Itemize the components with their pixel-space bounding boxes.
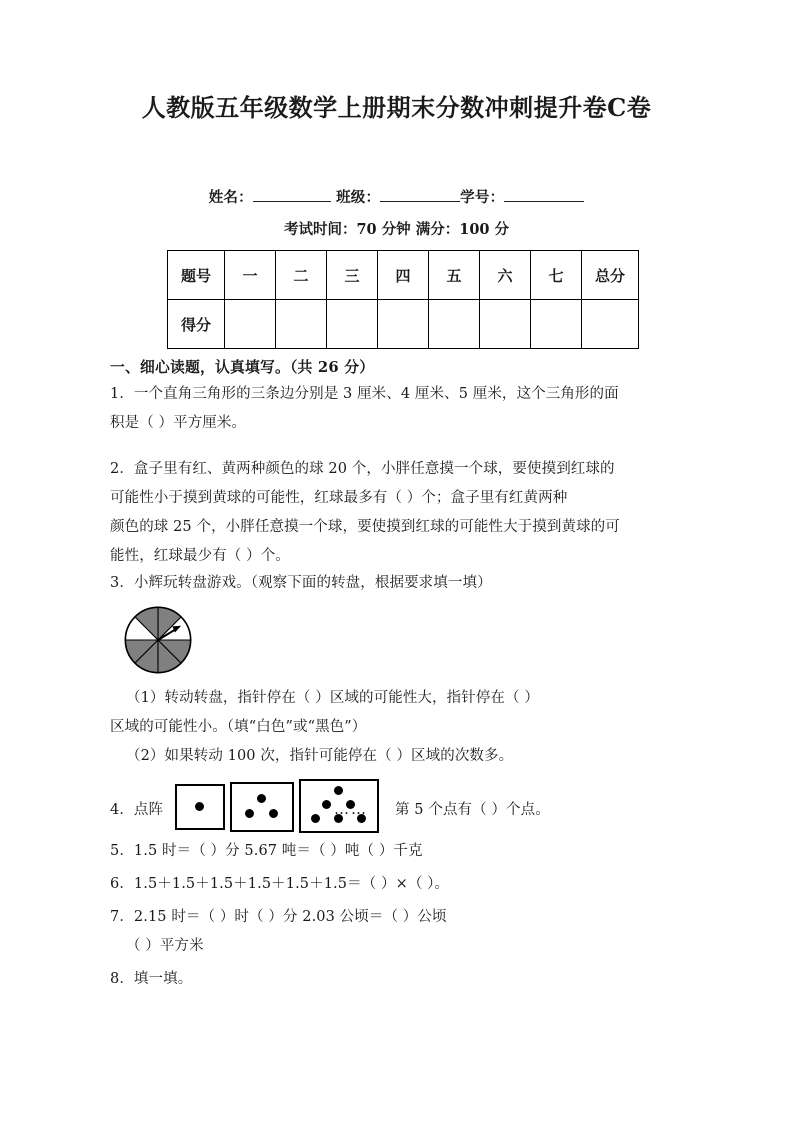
row-label-question-number: 题号 — [168, 251, 225, 300]
dot — [334, 786, 343, 795]
student-info-line — [0, 186, 793, 207]
section-heading-1: 一、细心读题，认真填写。（共 26 分） — [110, 359, 375, 376]
score-table — [167, 250, 639, 349]
score-cell-5[interactable] — [429, 300, 480, 349]
name-blank[interactable] — [253, 189, 331, 202]
question-3-sub-1-line-1: （1）转动转盘，指针停在（ ）区域的可能性大，指针停在（ ） — [126, 690, 539, 706]
col-head-3: 三 — [327, 251, 378, 300]
dot — [322, 800, 331, 809]
score-cell-6[interactable] — [480, 300, 531, 349]
question-7-line-1: 7．2.15 时＝（ ）时（ ）分 2.03 公顷＝（ ）公顷 — [110, 909, 447, 925]
score-table-wrapper — [167, 250, 639, 349]
name-label: 姓名： — [208, 189, 253, 206]
dot — [245, 809, 254, 818]
question-4-suffix: 第 5 个点有（ ）个点。 — [395, 802, 550, 818]
question-4-ellipsis: …… — [334, 800, 368, 818]
col-head-1: 一 — [225, 251, 276, 300]
id-label: 学号： — [460, 189, 505, 206]
table-row-header — [168, 251, 639, 300]
table-row-score — [168, 300, 639, 349]
dot-pattern-box-1 — [175, 784, 225, 830]
question-8-line-1: 8．填一填。 — [110, 971, 193, 987]
col-head-total: 总分 — [582, 251, 639, 300]
page-title: 人教版五年级数学上册期末分数冲刺提升卷C卷 — [141, 93, 652, 122]
question-2-line-1: 2．盒子里有红、黄两种颜色的球 20 个，小胖任意摸一个球，要使摸到红球的 — [110, 461, 615, 477]
question-2-line-3: 颜色的球 25 个，小胖任意摸一个球，要使摸到红球的可能性大于摸到黄球的可 — [110, 519, 620, 535]
question-7-line-2: （ ）平方米 — [126, 938, 204, 954]
question-5-line-1: 5．1.5 时＝（ ）分 5.67 吨＝（ ）吨（ ）千克 — [110, 843, 423, 859]
id-blank[interactable] — [504, 189, 584, 202]
score-cell-3[interactable] — [327, 300, 378, 349]
row-label-score: 得分 — [168, 300, 225, 349]
class-blank[interactable] — [380, 189, 460, 202]
dot — [311, 814, 320, 823]
question-3-line-1: 3．小辉玩转盘游戏。（观察下面的转盘，根据要求填一填） — [110, 575, 492, 591]
spinner-wheel-figure — [124, 606, 192, 674]
question-4-prefix: 4．点阵 — [110, 802, 164, 818]
dot — [269, 809, 278, 818]
class-label: 班级： — [336, 189, 381, 206]
score-cell-total[interactable] — [582, 300, 639, 349]
dot — [195, 802, 204, 811]
question-1-line-2: 积是（ ）平方厘米。 — [110, 415, 247, 431]
col-head-4: 四 — [378, 251, 429, 300]
dot — [257, 794, 266, 803]
question-2-line-2: 可能性小于摸到黄球的可能性，红球最多有（ ）个；盒子里有红黄两种 — [110, 490, 568, 506]
question-6-line-1: 6．1.5＋1.5＋1.5＋1.5＋1.5＋1.5＝（ ）×（ ）。 — [110, 876, 450, 892]
exam-info-line: 考试时间：70 分钟 满分：100 分 — [283, 221, 510, 238]
question-1-line-1: 1．一个直角三角形的三条边分别是 3 厘米、4 厘米、5 厘米，这个三角形的面 — [110, 386, 619, 402]
question-2-line-4: 能性，红球最少有（ ）个。 — [110, 548, 290, 564]
col-head-7: 七 — [531, 251, 582, 300]
score-cell-1[interactable] — [225, 300, 276, 349]
score-cell-2[interactable] — [276, 300, 327, 349]
dot-pattern-box-2 — [230, 782, 294, 832]
score-cell-7[interactable] — [531, 300, 582, 349]
col-head-2: 二 — [276, 251, 327, 300]
question-3-sub-1-line-2: 区域的可能性小。（填“白色”或“黑色”） — [110, 719, 367, 735]
col-head-6: 六 — [480, 251, 531, 300]
col-head-5: 五 — [429, 251, 480, 300]
question-3-sub-2: （2）如果转动 100 次，指针可能停在（ ）区域的次数多。 — [126, 748, 514, 764]
score-cell-4[interactable] — [378, 300, 429, 349]
